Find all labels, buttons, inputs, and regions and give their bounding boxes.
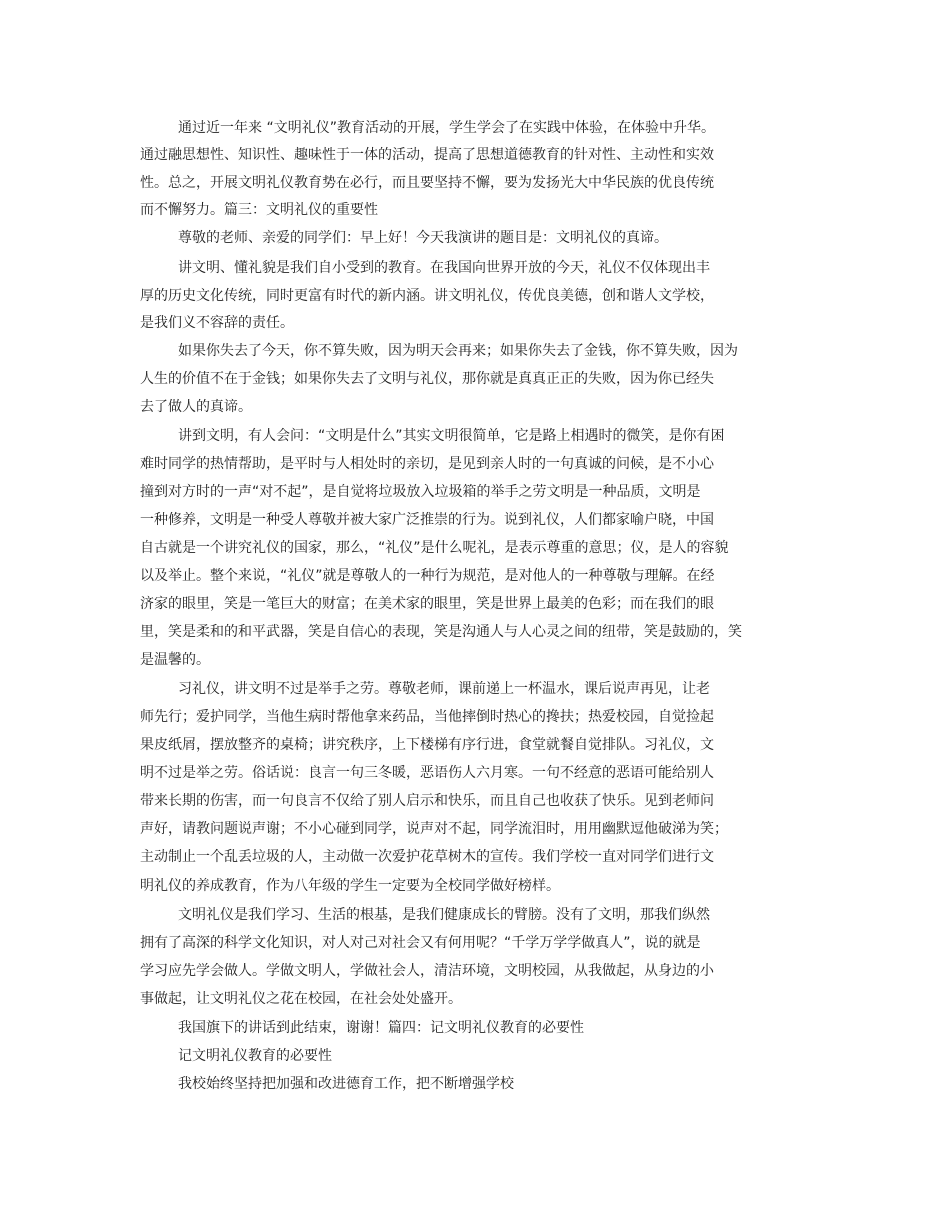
text-line: 习礼仪，讲文明不过是举手之劳。尊敬老师，课前递上一杯温水，课后说声再见，让老	[178, 681, 710, 697]
text-line: 如果你失去了今天，你不算失败，因为明天会再来；如果你失去了金钱，你不算失败，因为	[178, 343, 738, 359]
text-line: 性。总之，开展文明礼仪教育势在必行，而且要坚持不懈，要为发扬光大中华民族的优良传统	[140, 175, 714, 191]
text-line: 里，笑是柔和的和平武器，笑是自信心的表现，笑是沟通人与人心灵之间的纽带，笑是鼓励的，笑	[140, 624, 742, 640]
text-line: 明礼仪的养成教育，作为八年级的学生一定要为全校同学做好榜样。	[140, 878, 560, 894]
text-line: 文明礼仪是我们学习、生活的根基，是我们健康成长的臂膀。没有了文明，那我们纵然	[178, 907, 710, 923]
text-line: 带来长期的伤害，而一句良言不仅给了别人启示和快乐，而且自己也收获了快乐。见到老师问	[140, 793, 714, 809]
text-line: 主动制止一个乱丢垃圾的人，主动做一次爱护花草树木的宣传。我们学校一直对同学们进行文	[140, 849, 714, 865]
text-line: 去了做人的真谛。	[140, 399, 252, 415]
text-line: 撞到对方时的一声“对不起”，是自觉将垃圾放入垃圾箱的举手之劳文明是一种品质，文明是	[140, 484, 701, 500]
text-line: 我国旗下的讲话到此结束，谢谢！篇四：记文明礼仪教育的必要性	[178, 1020, 584, 1036]
text-line: 通过近一年来 “文明礼仪”教育活动的开展，学生学会了在实践中体验，在体验中升华。	[178, 120, 715, 136]
text-line: 明不过是举之劳。俗话说：良言一句三冬暖，恶语伤人六月寒。一句不经意的恶语可能给别人	[140, 765, 714, 781]
text-line: 事做起，让文明礼仪之花在校园，在社会处处盛开。	[140, 991, 462, 1007]
text-line: 师先行；爱护同学，当他生病时帮他拿来药品，当他摔倒时热心的搀扶；热爱校园，自觉捡起	[140, 709, 714, 725]
text-line: 难时同学的热情帮助，是平时与人相处时的亲切，是见到亲人时的一句真诚的问候，是不小心	[140, 456, 714, 472]
text-line: 拥有了高深的科学文化知识，对人对己对社会又有何用呢？“千学万学学做真人”，说的就是	[140, 935, 701, 951]
text-line: 尊敬的老师、亲爱的同学们：早上好！今天我演讲的题目是：文明礼仪的真谛。	[178, 230, 668, 246]
text-line: 一种修养，文明是一种受人尊敬并被大家广泛推崇的行为。说到礼仪，人们都家喻户晓，中国	[140, 512, 714, 528]
text-line: 讲到文明，有人会问：“文明是什么”其实文明很简单，它是路上相遇时的微笑，是你有困	[178, 428, 725, 444]
text-line: 厚的历史文化传统，同时更富有时代的新内涵。讲文明礼仪，传优良美德，创和谐人文学校，	[140, 288, 714, 304]
text-line: 记文明礼仪教育的必要性	[178, 1048, 332, 1064]
text-line: 是温馨的。	[140, 652, 210, 668]
text-line: 通过融思想性、知识性、趣味性于一体的活动，提高了思想道德教育的针对性、主动性和实效	[140, 147, 714, 163]
text-line: 是我们义不容辞的责任。	[140, 315, 294, 331]
text-line: 声好，请教问题说声谢；不小心碰到同学，说声对不起，同学流泪时，用用幽默逗他破涕为笑；	[140, 821, 728, 837]
text-line: 学习应先学会做人。学做文明人，学做社会人，清洁环境，文明校园，从我做起，从身边的小	[140, 963, 714, 979]
text-line: 济家的眼里，笑是一笔巨大的财富；在美术家的眼里，笑是世界上最美的色彩；而在我们的眼	[140, 596, 714, 612]
text-line: 果皮纸屑，摆放整齐的桌椅；讲究秩序，上下楼梯有序行进，食堂就餐自觉排队。习礼仪，文	[140, 737, 714, 753]
text-line: 人生的价值不在于金钱；如果你失去了文明与礼仪，那你就是真真正正的失败，因为你已经失	[140, 371, 714, 387]
text-line: 讲文明、懂礼貌是我们自小受到的教育。在我国向世界开放的今天，礼仪不仅体现出丰	[178, 260, 710, 276]
text-line: 以及举止。整个来说，“礼仪”就是尊敬人的一种行为规范，是对他人的一种尊敬与理解。在经	[140, 568, 715, 584]
text-line: 而不懈努力。篇三：文明礼仪的重要性	[140, 202, 378, 218]
text-line: 自古就是一个讲究礼仪的国家，那么，“礼仪”是什么呢礼，是表示尊重的意思；仪，是人的容貌	[140, 540, 729, 556]
text-line: 我校始终坚持把加强和改进德育工作，把不断增强学校	[178, 1076, 514, 1092]
